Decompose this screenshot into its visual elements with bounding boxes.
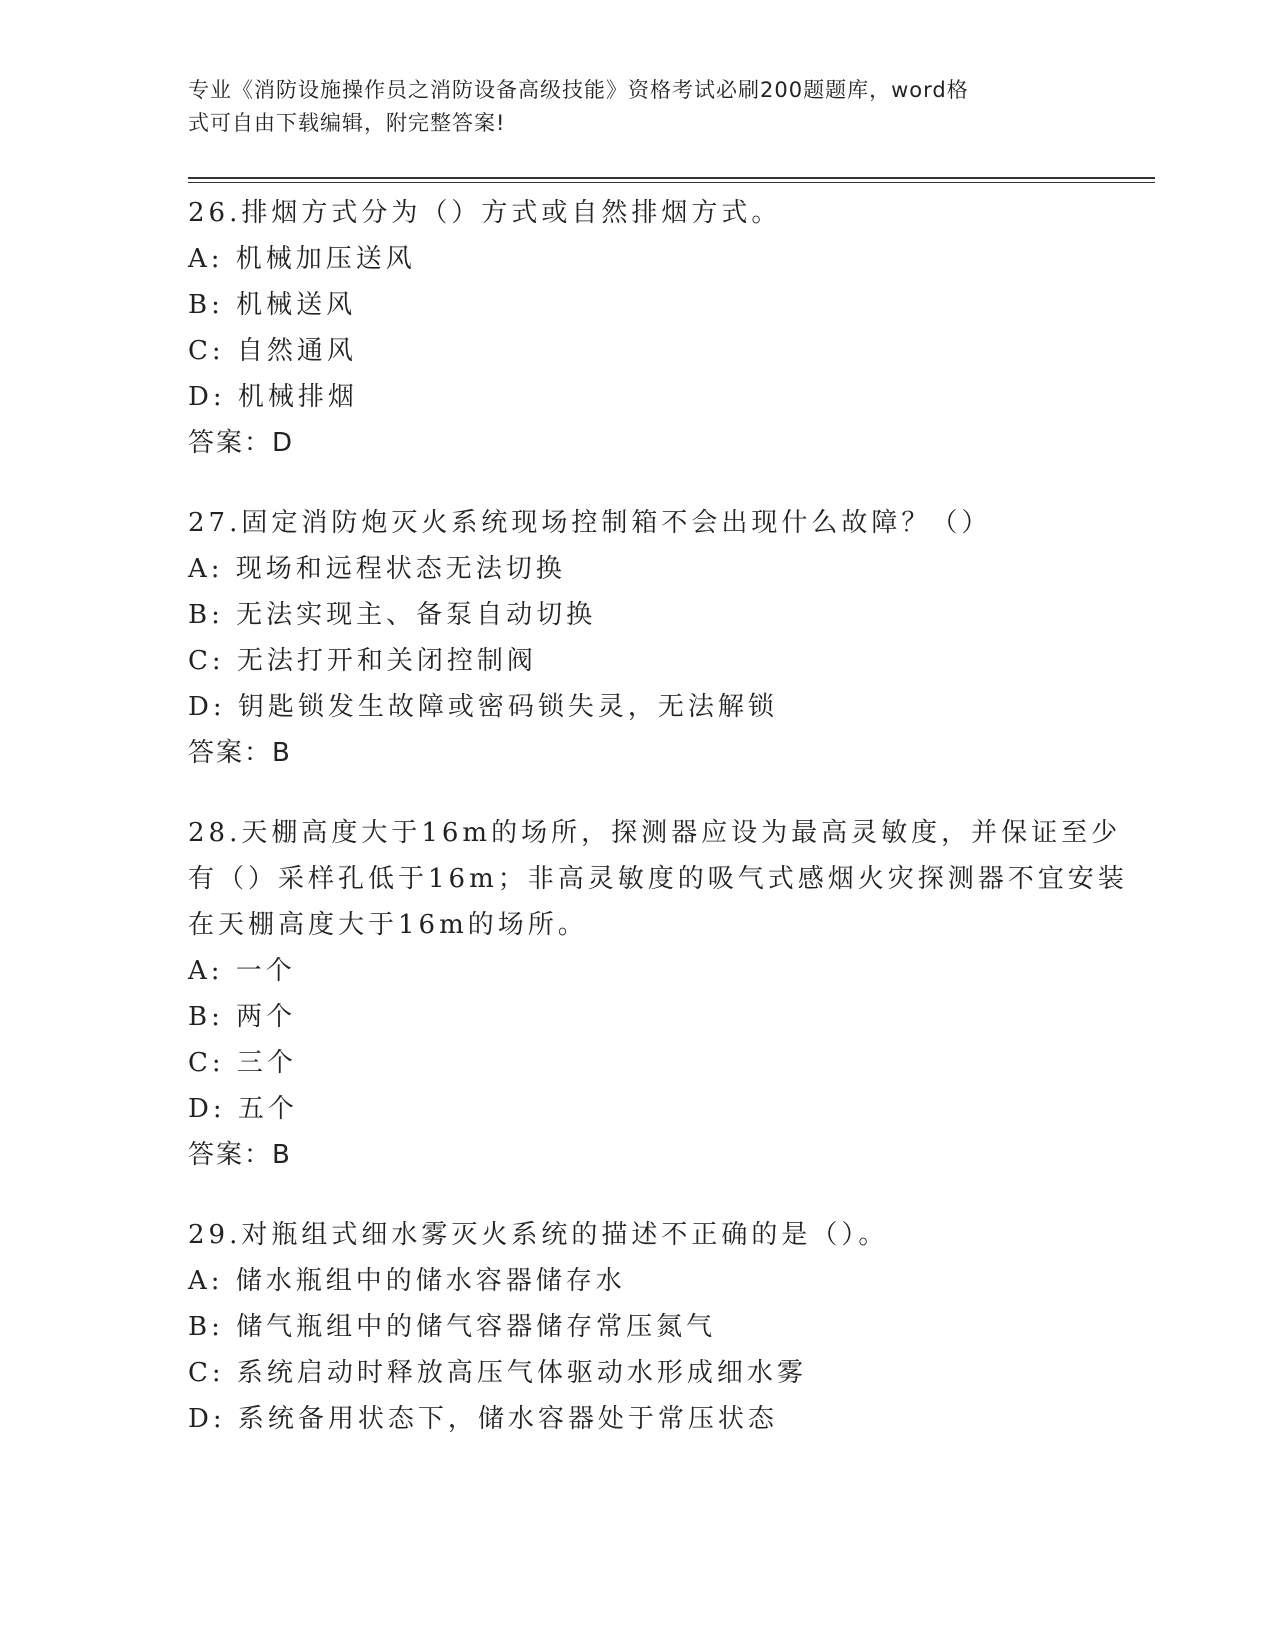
answer-label: 答案：B [188,1140,292,1170]
option-a: A: 机械加压送风 [188,244,416,274]
question-28 [188,810,1128,1178]
option-d: D: 机械排烟 [188,382,358,412]
header-line-1: 专业《消防设施操作员之消防设备高级技能》资格考试必刷200题题库，word格 [188,78,969,102]
option-d: D: 钥匙锁发生故障或密码锁失灵，无法解锁 [188,692,778,722]
option-c: C: 系统启动时释放高压气体驱动水形成细水雾 [188,1358,807,1388]
option-a: A: 现场和远程状态无法切换 [188,554,566,584]
option-b: B: 无法实现主、备泵自动切换 [188,600,597,630]
answer-label: 答案：B [188,738,292,768]
option-d: D: 系统备用状态下，储水容器处于常压状态 [188,1404,778,1434]
option-b: B: 两个 [188,1002,297,1032]
question-stem-line-3: 在天棚高度大于16m的场所。 [188,910,588,940]
question-list [188,190,1128,1476]
question-stem: 26.排烟方式分为（）方式或自然排烟方式。 [188,198,782,228]
option-c: C: 三个 [188,1048,297,1078]
option-c: C: 无法打开和关闭控制阀 [188,646,537,676]
question-stem-line-1: 28.天棚高度大于16m的场所，探测器应设为最高灵敏度，并保证至少 [188,818,1122,848]
document-header [188,74,1088,140]
option-c: C: 自然通风 [188,336,357,366]
option-b: B: 储气瓶组中的储气容器储存常压氮气 [188,1312,717,1342]
question-stem-line-2: 有（）采样孔低于16m；非高灵敏度的吸气式感烟火灾探测器不宜安装 [188,864,1128,894]
option-a: A: 一个 [188,956,296,986]
header-divider-thick [188,177,1155,179]
question-29 [188,1212,1088,1442]
option-d: D: 五个 [188,1094,298,1124]
question-27 [188,500,1088,776]
option-a: A: 储水瓶组中的储水容器储存水 [188,1266,626,1296]
question-stem: 29.对瓶组式细水雾灭火系统的描述不正确的是（）。 [188,1220,889,1250]
header-line-2: 式可自由下载编辑，附完整答案! [188,111,506,135]
header-divider-thin [188,182,1155,183]
question-26 [188,190,1088,466]
question-stem: 27.固定消防炮灭火系统现场控制箱不会出现什么故障？（） [188,508,992,538]
answer-label: 答案：D [188,428,295,458]
option-b: B: 机械送风 [188,290,357,320]
